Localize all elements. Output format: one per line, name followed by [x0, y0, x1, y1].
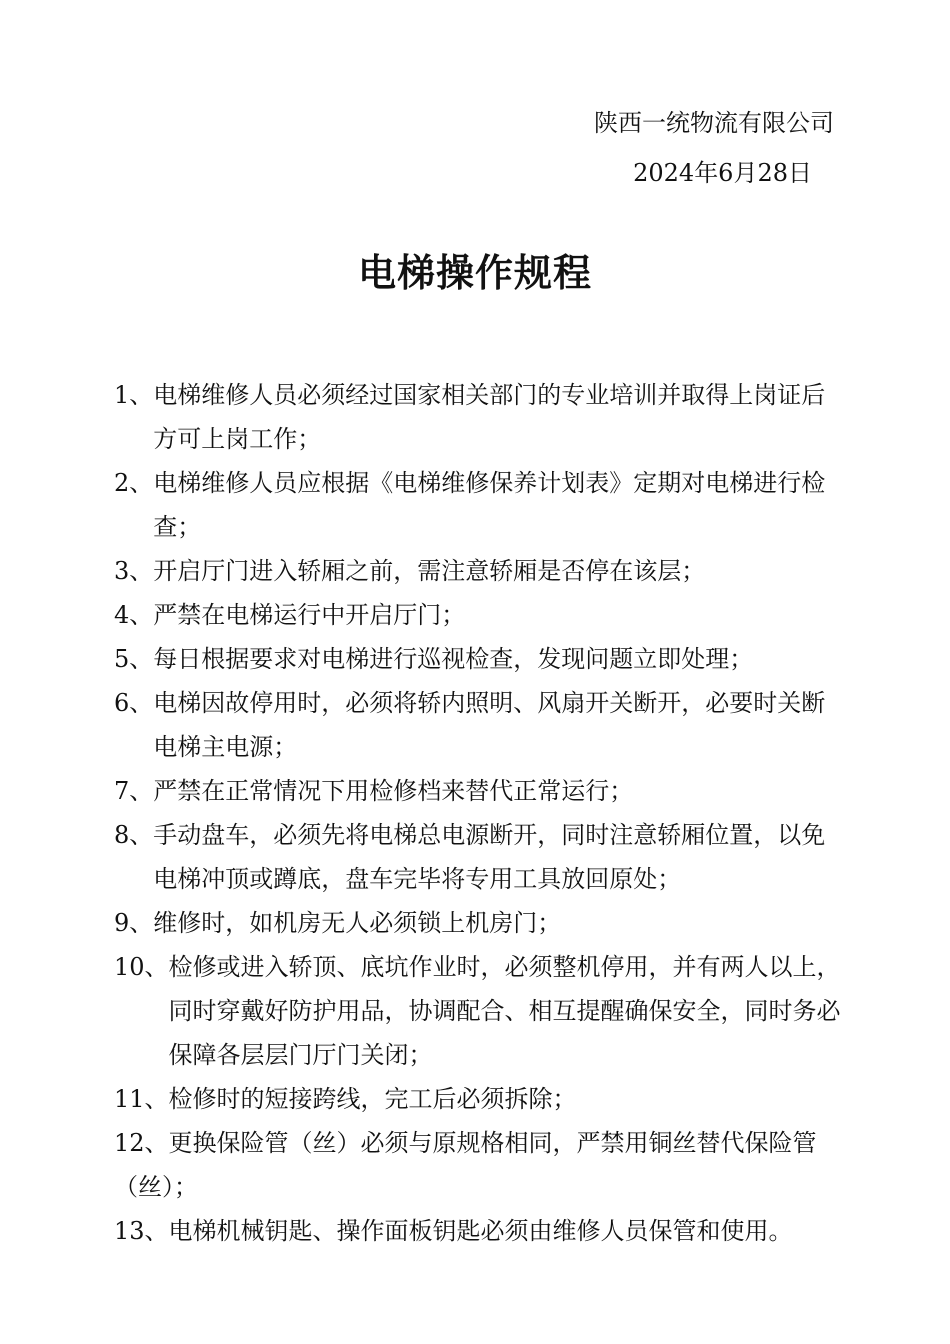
rules-list [114, 373, 844, 1253]
rule-item-9 [114, 901, 844, 945]
rule-number: 3、 [114, 557, 154, 585]
rule-number: 2、 [114, 469, 154, 497]
rule-item-1 [114, 373, 844, 461]
rule-text: 检修或进入轿顶、底坑作业时，必须整机停用，并有两人以上，同时穿戴好防护用品，协调配合、相互提醒确保安全，同时务必保障各层层门厅门关闭； [168, 953, 841, 1069]
rule-item-11 [114, 1077, 844, 1121]
rule-text: 严禁在电梯运行中开启厅门； [153, 601, 466, 629]
rule-text: 每日根据要求对电梯进行巡视检查，发现问题立即处理； [153, 645, 754, 673]
rule-number: 4、 [114, 601, 154, 629]
rule-text: 电梯维修人员应根据《电梯维修保养计划表》定期对电梯进行检查； [153, 469, 826, 541]
rule-text: 开启厅门进入轿厢之前，需注意轿厢是否停在该层； [153, 557, 706, 585]
rule-number: 8、 [114, 821, 154, 849]
document-date: 2024年6月28日 [633, 159, 812, 187]
rule-number: 5、 [114, 645, 154, 673]
rule-text: 维修时，如机房无人必须锁上机房门； [153, 909, 562, 937]
company-name: 陕西一统物流有限公司 [594, 109, 834, 137]
rule-item-10 [114, 945, 844, 1077]
rule-number: 9、 [114, 909, 154, 937]
rule-number: 12、 [114, 1129, 169, 1157]
rule-text: 电梯机械钥匙、操作面板钥匙必须由维修人员保管和使用。 [168, 1217, 793, 1245]
rule-text: 严禁在正常情况下用检修档来替代正常运行； [153, 777, 634, 805]
rule-item-13 [114, 1209, 844, 1253]
document-title: 电梯操作规程 [357, 251, 592, 295]
rule-text: 电梯因故停用时，必须将轿内照明、风扇开关断开，必要时关断电梯主电源； [153, 689, 826, 761]
rule-text: 更换保险管（丝）必须与原规格相同，严禁用铜丝替代保险管（丝）； [114, 1129, 817, 1201]
rule-number: 13、 [114, 1217, 169, 1245]
rule-item-2 [114, 461, 844, 549]
rule-text: 电梯维修人员必须经过国家相关部门的专业培训并取得上岗证后方可上岗工作； [153, 381, 826, 453]
rule-item-12 [114, 1121, 844, 1209]
rule-number: 7、 [114, 777, 154, 805]
rule-item-3 [114, 549, 844, 593]
rule-item-8 [114, 813, 844, 901]
rule-number: 11、 [114, 1085, 169, 1113]
rule-item-6 [114, 681, 844, 769]
rule-number: 10、 [114, 953, 169, 981]
rule-number: 1、 [114, 381, 154, 409]
rule-item-7 [114, 769, 844, 813]
rule-item-4 [114, 593, 844, 637]
rule-item-5 [114, 637, 844, 681]
rule-number: 6、 [114, 689, 154, 717]
rule-text: 检修时的短接跨线，完工后必须拆除； [168, 1085, 577, 1113]
rule-text: 手动盘车，必须先将电梯总电源断开，同时注意轿厢位置，以免电梯冲顶或蹲底，盘车完毕将专用工具放回原处； [153, 821, 826, 893]
